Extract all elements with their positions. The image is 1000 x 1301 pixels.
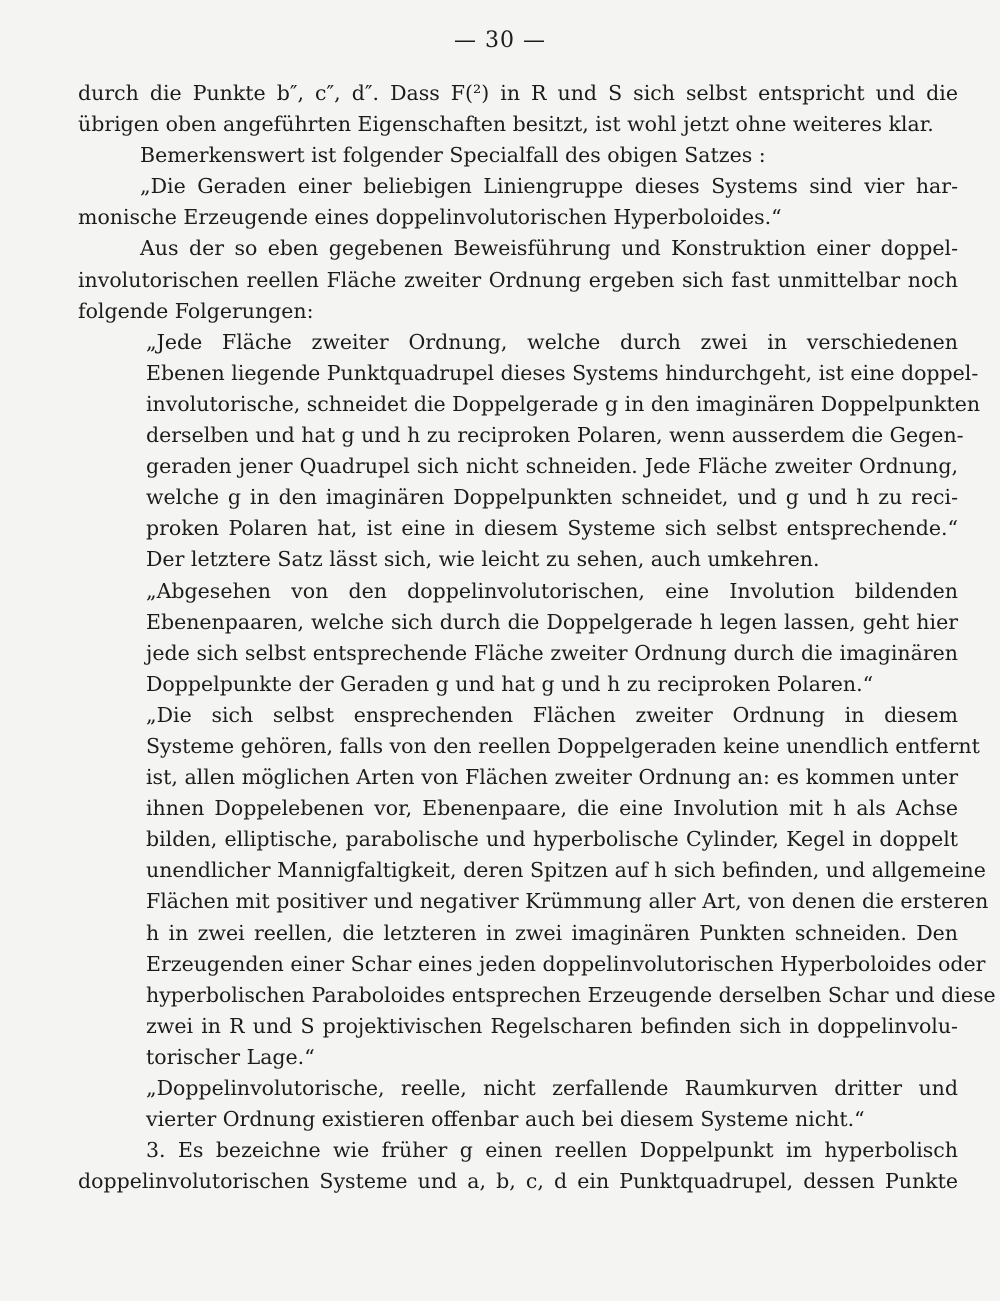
page-number: — 30 — bbox=[454, 28, 546, 53]
text-line: ihnen Doppelebenen vor, Ebenenpaare, die eine Involution mit h als Achse bbox=[146, 796, 958, 821]
text-line: Der letztere Satz lässt sich, wie leicht zu sehen, auch umkehren. bbox=[146, 547, 820, 572]
text-line: vierter Ordnung existieren offenbar auch bei diesem Systeme nicht.“ bbox=[146, 1107, 865, 1132]
text-line: 3. Es bezeichne wie früher g einen reellen Doppelpunkt im hyperbolisch bbox=[146, 1138, 958, 1163]
text-line: bilden, elliptische, parabolische und hyperbolische Cylinder, Kegel in doppelt bbox=[146, 827, 958, 852]
text-line: Bemerkenswert ist folgender Specialfall des obigen Satzes : bbox=[140, 143, 766, 168]
text-line: Ebenenpaaren, welche sich durch die Doppelgerade h legen lassen, geht hier bbox=[146, 609, 958, 634]
text-line: „Die Geraden einer beliebigen Liniengruppe dieses Systems sind vier har- bbox=[140, 174, 958, 199]
text-line: Doppelpunkte der Geraden g und hat g und h zu reciproken Polaren.“ bbox=[146, 671, 874, 696]
text-line: ist, allen möglichen Arten von Flächen zweiter Ordnung an: es kommen unter bbox=[146, 765, 958, 790]
text-line: torischer Lage.“ bbox=[146, 1044, 315, 1069]
text-line: h in zwei reellen, die letzteren in zwei imaginären Punkten schneiden. Den bbox=[146, 920, 958, 945]
text-line: „Doppelinvolutorische, reelle, nicht zerfallende Raumkurven dritter und bbox=[146, 1076, 958, 1100]
text-line: übrigen oben angeführten Eigenschaften besitzt, ist wohl jetzt ohne weiteres klar. bbox=[78, 112, 934, 137]
text-line: folgende Folgerungen: bbox=[78, 298, 314, 323]
text-line: durch die Punkte b″, c″, d″. Dass F(²) in R und S sich selbst entspricht und die bbox=[78, 81, 958, 105]
text-line: „Abgesehen von den doppelinvolutorischen, eine Involution bildenden bbox=[146, 578, 958, 603]
text-line: Systeme gehören, falls von den reellen Doppelgeraden keine unendlich entfernt bbox=[146, 733, 980, 758]
text-line: Ebenen liegende Punktquadrupel dieses Systems hindurchgeht, ist eine doppel- bbox=[146, 360, 979, 385]
text-line: involutorische, schneidet die Doppelgerade g in den imaginären Doppelpunkten bbox=[146, 391, 981, 416]
text-line: geraden jener Quadrupel sich nicht schneiden. Jede Fläche zweiter Ordnung, bbox=[146, 454, 958, 479]
text-line: unendlicher Mannigfaltigkeit, deren Spitzen auf h sich befinden, und allgemeine bbox=[146, 858, 986, 883]
text-line: jede sich selbst entsprechende Fläche zweiter Ordnung durch die imaginären bbox=[146, 640, 958, 665]
text-line: doppelinvolutorischen Systeme und a, b, c, d ein Punktquadrupel, dessen Punkte bbox=[78, 1169, 958, 1194]
text-line: hyperbolischen Paraboloides entsprechen Erzeugende derselben Schar und diese bbox=[146, 982, 996, 1007]
text-line: Flächen mit positiver und negativer Krümmung aller Art, von denen die ersteren bbox=[146, 889, 989, 914]
body-text bbox=[78, 78, 996, 1197]
text-line: derselben und hat g und h zu reciproken Polaren, wenn ausserdem die Gegen- bbox=[146, 423, 964, 448]
text-line: Aus der so eben gegebenen Beweisführung und Konstruktion einer doppel- bbox=[140, 236, 958, 261]
text-line: zwei in R und S projektivischen Regelscharen befinden sich in doppelinvolu- bbox=[146, 1013, 958, 1038]
text-line: welche g in den imaginären Doppelpunkten schneidet, und g und h zu reci- bbox=[146, 485, 958, 510]
text-line: monische Erzeugende eines doppelinvolutorischen Hyperboloides.“ bbox=[78, 205, 782, 230]
text-line: „Die sich selbst ensprechenden Flächen zweiter Ordnung in diesem bbox=[146, 702, 958, 727]
text-line: involutorischen reellen Fläche zweiter Ordnung ergeben sich fast unmittelbar noch bbox=[78, 267, 958, 292]
text-line: „Jede Fläche zweiter Ordnung, welche durch zwei in verschiedenen bbox=[146, 329, 958, 354]
text-line: Erzeugenden einer Schar eines jeden doppelinvolutorischen Hyperboloides oder bbox=[146, 951, 986, 976]
text-line: proken Polaren hat, ist eine in diesem Systeme sich selbst entsprechende.“ bbox=[146, 516, 958, 541]
